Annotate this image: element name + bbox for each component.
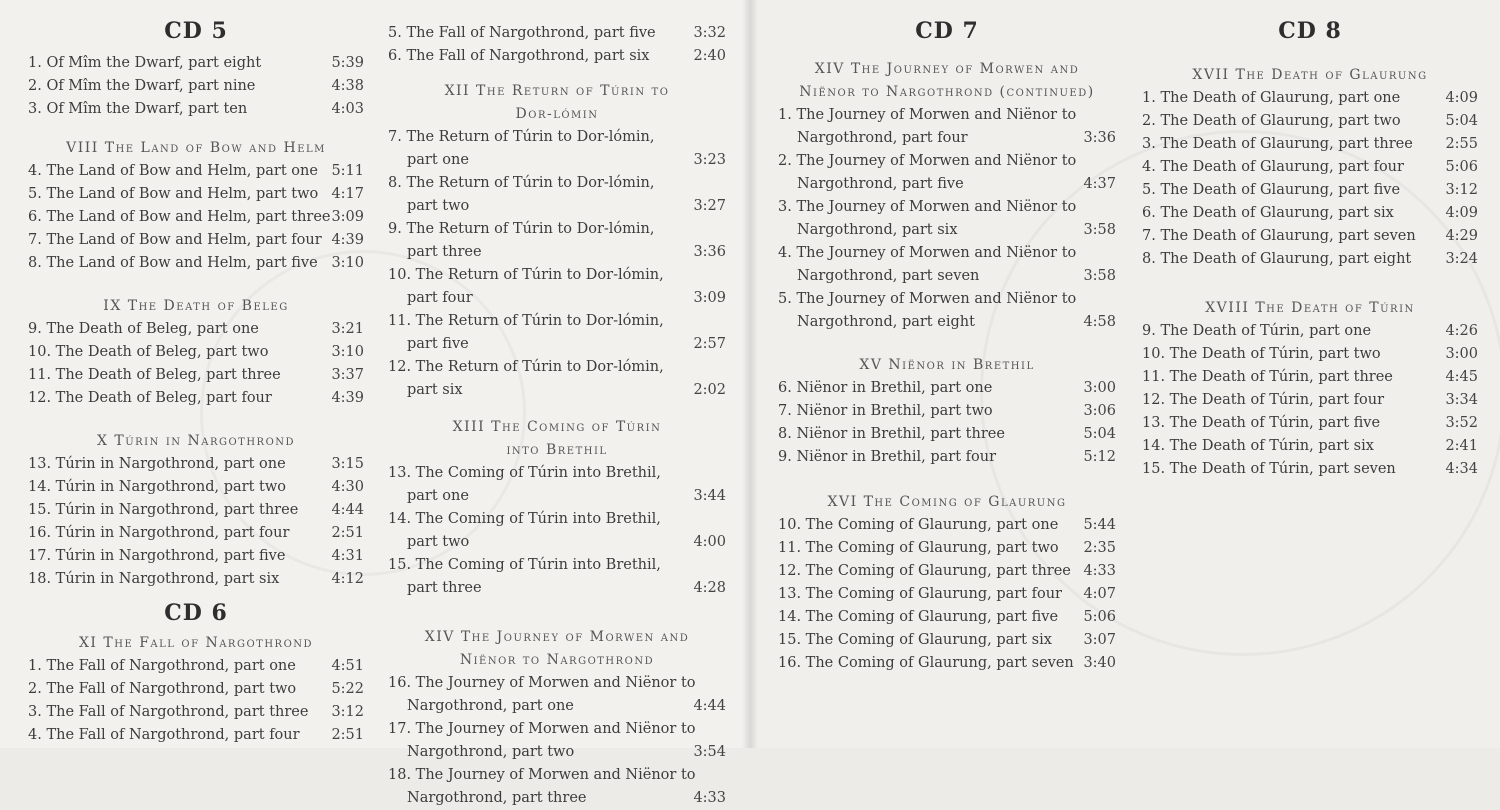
track-row xyxy=(28,453,364,476)
track-duration: 3:24 xyxy=(1445,251,1478,267)
track-title: 7. The Return of Túrin to Dor-lómin, xyxy=(388,129,655,145)
track-duration: 4:31 xyxy=(331,548,364,564)
track-duration: 5:04 xyxy=(1083,426,1116,442)
track-title: 1. Of Mîm the Dwarf, part eight xyxy=(28,55,262,71)
track-title: 18. Túrin in Nargothrond, part six xyxy=(28,571,280,587)
track-title: 10. The Return of Túrin to Dor-lómin, xyxy=(388,267,664,283)
cd5-column xyxy=(28,16,364,591)
track-title: 6. Niënor in Brethil, part one xyxy=(778,380,993,396)
track-title: 3. The Death of Glaurung, part three xyxy=(1142,136,1413,152)
cd6-column-b xyxy=(388,22,726,810)
track-duration: 2:57 xyxy=(693,336,726,352)
track-row xyxy=(1142,320,1478,343)
cd5-title: CD 5 xyxy=(164,18,228,44)
track-title: 10. The Death of Túrin, part two xyxy=(1142,346,1381,362)
track-duration: 4:37 xyxy=(1083,176,1116,192)
track-duration: 4:33 xyxy=(1083,563,1116,579)
track-duration: 3:12 xyxy=(1445,182,1478,198)
track-title-cont: Nargothrond, part five xyxy=(797,176,964,192)
track-title: 7. Niënor in Brethil, part two xyxy=(778,403,993,419)
track-row xyxy=(778,560,1116,583)
track-duration: 4:09 xyxy=(1445,205,1478,221)
track-title: 15. The Coming of Túrin into Brethil, xyxy=(388,557,661,573)
track-row xyxy=(778,446,1116,469)
track-row xyxy=(778,514,1116,537)
track-duration: 3:00 xyxy=(1083,380,1116,396)
track-row xyxy=(388,672,726,718)
track-title: 14. The Coming of Glaurung, part five xyxy=(778,609,1059,625)
track-row xyxy=(1142,458,1478,481)
track-duration: 3:09 xyxy=(331,209,364,225)
track-duration: 4:09 xyxy=(1445,90,1478,106)
track-title: 6. The Fall of Nargothrond, part six xyxy=(388,48,650,64)
track-duration: 5:06 xyxy=(1445,159,1478,175)
track-title: 7. The Death of Glaurung, part seven xyxy=(1142,228,1416,244)
track-title: 9. The Return of Túrin to Dor-lómin, xyxy=(388,221,655,237)
track-duration: 3:40 xyxy=(1083,655,1116,671)
track-row xyxy=(28,75,364,98)
track-title: 4. The Fall of Nargothrond, part four xyxy=(28,727,300,743)
track-duration: 3:00 xyxy=(1445,346,1478,362)
track-title-cont: part one xyxy=(407,152,469,168)
track-row xyxy=(388,356,726,402)
track-title: 3. The Journey of Morwen and Niënor to xyxy=(778,199,1077,215)
track-title: 4. The Journey of Morwen and Niënor to xyxy=(778,245,1077,261)
track-title-cont: Nargothrond, part one xyxy=(407,698,574,714)
track-title: 2. The Fall of Nargothrond, part two xyxy=(28,681,297,697)
track-duration: 2:55 xyxy=(1445,136,1478,152)
track-duration: 3:21 xyxy=(331,321,364,337)
track-row xyxy=(778,629,1116,652)
track-duration: 4:33 xyxy=(693,790,726,806)
cd8-title: CD 8 xyxy=(1278,18,1342,44)
section-heading: X Túrin in Nargothrond xyxy=(96,433,296,449)
track-duration: 5:04 xyxy=(1445,113,1478,129)
track-row xyxy=(28,522,364,545)
track-title: 13. The Coming of Túrin into Brethil, xyxy=(388,465,661,481)
track-title: 11. The Return of Túrin to Dor-lómin, xyxy=(388,313,664,329)
track-title: 5. The Death of Glaurung, part five xyxy=(1142,182,1401,198)
track-title: 12. The Coming of Glaurung, part three xyxy=(778,563,1071,579)
track-title: 15. Túrin in Nargothrond, part three xyxy=(28,502,299,518)
track-duration: 4:30 xyxy=(331,479,364,495)
track-row xyxy=(388,45,726,68)
track-row xyxy=(778,377,1116,400)
track-title-cont: Nargothrond, part two xyxy=(407,744,575,760)
section-heading: XV Niënor in Brethil xyxy=(859,357,1035,373)
track-title: 1. The Death of Glaurung, part one xyxy=(1142,90,1401,106)
track-duration: 4:44 xyxy=(693,698,726,714)
section-heading: IX The Death of Beleg xyxy=(103,298,289,314)
track-row xyxy=(778,400,1116,423)
track-duration: 3:32 xyxy=(693,25,726,41)
track-title: 13. The Coming of Glaurung, part four xyxy=(778,586,1062,602)
track-duration: 5:11 xyxy=(331,163,364,179)
track-title: 2. The Journey of Morwen and Niënor to xyxy=(778,153,1077,169)
track-row xyxy=(28,724,364,747)
section-heading: Niënor to Nargothrond xyxy=(459,652,655,668)
track-duration: 4:38 xyxy=(331,78,364,94)
track-row xyxy=(388,508,726,554)
track-row xyxy=(1142,366,1478,389)
track-duration: 4:39 xyxy=(331,390,364,406)
track-title: 10. The Coming of Glaurung, part one xyxy=(778,517,1059,533)
track-title: 6. The Death of Glaurung, part six xyxy=(1142,205,1394,221)
section-heading: Niënor to Nargothrond (continued) xyxy=(799,84,1095,100)
track-title: 15. The Coming of Glaurung, part six xyxy=(778,632,1052,648)
track-duration: 4:28 xyxy=(693,580,726,596)
track-row xyxy=(28,568,364,591)
track-row xyxy=(1142,343,1478,366)
track-row xyxy=(1142,133,1478,156)
cd7-column xyxy=(778,16,1116,675)
track-title: 2. Of Mîm the Dwarf, part nine xyxy=(28,78,256,94)
track-row xyxy=(28,318,364,341)
track-title: 12. The Return of Túrin to Dor-lómin, xyxy=(388,359,664,375)
track-row xyxy=(1142,248,1478,271)
track-duration: 2:51 xyxy=(331,525,364,541)
track-row xyxy=(388,22,726,45)
track-duration: 2:51 xyxy=(331,727,364,743)
track-title-cont: Nargothrond, part three xyxy=(407,790,587,806)
track-duration: 2:41 xyxy=(1445,438,1478,454)
track-title: 7. The Land of Bow and Helm, part four xyxy=(28,232,322,248)
track-row xyxy=(388,126,726,172)
track-title: 8. The Death of Glaurung, part eight xyxy=(1142,251,1412,267)
track-title-cont: part two xyxy=(407,534,470,550)
track-duration: 4:51 xyxy=(331,658,364,674)
track-row xyxy=(778,537,1116,560)
track-row xyxy=(778,288,1116,334)
track-duration: 3:58 xyxy=(1083,222,1116,238)
track-row xyxy=(1142,435,1478,458)
track-duration: 3:36 xyxy=(693,244,726,260)
track-title: 9. The Death of Beleg, part one xyxy=(28,321,259,337)
track-row xyxy=(1142,389,1478,412)
section-heading: XVII The Death of Glaurung xyxy=(1192,67,1428,83)
track-duration: 3:15 xyxy=(331,456,364,472)
track-duration: 3:58 xyxy=(1083,268,1116,284)
track-duration: 3:37 xyxy=(331,367,364,383)
cd6-column-a xyxy=(28,598,364,747)
track-row xyxy=(1142,87,1478,110)
track-row xyxy=(28,52,364,75)
track-title: 1. The Journey of Morwen and Niënor to xyxy=(778,107,1077,123)
track-title: 9. The Death of Túrin, part one xyxy=(1142,323,1372,339)
track-title: 5. The Fall of Nargothrond, part five xyxy=(388,25,656,41)
track-title-cont: part five xyxy=(407,336,469,352)
track-row xyxy=(28,476,364,499)
track-duration: 3:09 xyxy=(693,290,726,306)
section-heading: XVIII The Death of Túrin xyxy=(1205,300,1415,316)
track-duration: 4:26 xyxy=(1445,323,1478,339)
track-duration: 2:35 xyxy=(1083,540,1116,556)
track-duration: 2:40 xyxy=(693,48,726,64)
cd8-column xyxy=(1142,16,1478,481)
track-duration: 3:52 xyxy=(1445,415,1478,431)
track-row xyxy=(28,229,364,252)
track-duration: 3:23 xyxy=(693,152,726,168)
section-heading: XI The Fall of Nargothrond xyxy=(78,635,314,651)
track-row xyxy=(388,554,726,600)
track-title: 6. The Land of Bow and Helm, part three xyxy=(28,209,331,225)
track-title-cont: part two xyxy=(407,198,470,214)
track-title: 5. The Journey of Morwen and Niënor to xyxy=(778,291,1077,307)
section-heading: Dor-lómin xyxy=(515,106,599,122)
track-duration: 4:44 xyxy=(331,502,364,518)
track-row xyxy=(28,206,364,229)
track-row xyxy=(28,387,364,410)
track-row xyxy=(778,104,1116,150)
track-title: 3. Of Mîm the Dwarf, part ten xyxy=(28,101,248,117)
section-heading: XIII The Coming of Túrin xyxy=(452,419,662,435)
track-title-cont: part four xyxy=(407,290,473,306)
section-heading: XIV The Journey of Morwen and xyxy=(424,629,690,645)
track-title: 10. The Death of Beleg, part two xyxy=(28,344,269,360)
track-title: 4. The Land of Bow and Helm, part one xyxy=(28,163,318,179)
track-title: 16. Túrin in Nargothrond, part four xyxy=(28,525,290,541)
track-title: 11. The Death of Túrin, part three xyxy=(1142,369,1393,385)
track-duration: 4:34 xyxy=(1445,461,1478,477)
book-gutter xyxy=(742,0,758,748)
track-row xyxy=(28,701,364,724)
track-title: 5. The Land of Bow and Helm, part two xyxy=(28,186,319,202)
track-duration: 3:07 xyxy=(1083,632,1116,648)
track-row xyxy=(28,341,364,364)
section-heading: XVI The Coming of Glaurung xyxy=(827,494,1067,510)
track-row xyxy=(778,606,1116,629)
track-title: 3. The Fall of Nargothrond, part three xyxy=(28,704,309,720)
track-row xyxy=(1142,202,1478,225)
track-title: 11. The Coming of Glaurung, part two xyxy=(778,540,1059,556)
track-duration: 4:07 xyxy=(1083,586,1116,602)
track-title: 17. The Journey of Morwen and Niënor to xyxy=(388,721,696,737)
track-title: 15. The Death of Túrin, part seven xyxy=(1142,461,1396,477)
track-row xyxy=(1142,412,1478,435)
cd5-tracks-intro xyxy=(28,52,364,121)
track-row xyxy=(28,545,364,568)
track-duration: 5:44 xyxy=(1083,517,1116,533)
track-row xyxy=(1142,179,1478,202)
track-title: 4. The Death of Glaurung, part four xyxy=(1142,159,1404,175)
track-duration: 5:06 xyxy=(1083,609,1116,625)
track-duration: 4:45 xyxy=(1445,369,1478,385)
track-row xyxy=(388,764,726,810)
track-duration: 4:17 xyxy=(331,186,364,202)
track-row xyxy=(28,678,364,701)
track-title: 12. The Death of Túrin, part four xyxy=(1142,392,1384,408)
track-duration: 5:22 xyxy=(331,681,364,697)
track-title: 9. Niënor in Brethil, part four xyxy=(778,449,997,465)
track-title-cont: Nargothrond, part seven xyxy=(797,268,980,284)
track-duration: 2:02 xyxy=(693,382,726,398)
track-duration: 4:00 xyxy=(693,534,726,550)
track-title-cont: part six xyxy=(407,382,463,398)
track-duration: 4:58 xyxy=(1083,314,1116,330)
track-duration: 4:03 xyxy=(331,101,364,117)
track-title: 1. The Fall of Nargothrond, part one xyxy=(28,658,296,674)
track-title-cont: Nargothrond, part four xyxy=(797,130,968,146)
track-row xyxy=(778,652,1116,675)
track-duration: 3:44 xyxy=(693,488,726,504)
track-row xyxy=(28,98,364,121)
track-row xyxy=(778,583,1116,606)
track-title: 8. The Return of Túrin to Dor-lómin, xyxy=(388,175,655,191)
track-duration: 3:06 xyxy=(1083,403,1116,419)
cd6-title: CD 6 xyxy=(164,600,228,626)
track-title-cont: part three xyxy=(407,244,482,260)
track-duration: 4:29 xyxy=(1445,228,1478,244)
track-row xyxy=(28,183,364,206)
track-row xyxy=(388,310,726,356)
track-row xyxy=(28,655,364,678)
track-title: 13. Túrin in Nargothrond, part one xyxy=(28,456,286,472)
section-heading: XII The Return of Túrin to xyxy=(444,83,670,99)
track-title: 14. The Coming of Túrin into Brethil, xyxy=(388,511,661,527)
track-row xyxy=(388,172,726,218)
track-title: 14. The Death of Túrin, part six xyxy=(1142,438,1374,454)
track-duration: 3:27 xyxy=(693,198,726,214)
track-row xyxy=(1142,225,1478,248)
section-heading: into Brethil xyxy=(506,442,608,458)
track-title: 14. Túrin in Nargothrond, part two xyxy=(28,479,286,495)
track-duration: 3:10 xyxy=(331,255,364,271)
track-row xyxy=(28,499,364,522)
track-title: 12. The Death of Beleg, part four xyxy=(28,390,272,406)
track-title: 18. The Journey of Morwen and Niënor to xyxy=(388,767,696,783)
section-heading: XIV The Journey of Morwen and xyxy=(814,61,1080,77)
track-duration: 5:39 xyxy=(331,55,364,71)
track-row xyxy=(388,718,726,764)
track-title: 8. Niënor in Brethil, part three xyxy=(778,426,1005,442)
track-title-cont: Nargothrond, part six xyxy=(797,222,958,238)
track-title: 11. The Death of Beleg, part three xyxy=(28,367,281,383)
track-row xyxy=(778,242,1116,288)
track-duration: 3:36 xyxy=(1083,130,1116,146)
cd7-title: CD 7 xyxy=(915,18,979,44)
track-title: 13. The Death of Túrin, part five xyxy=(1142,415,1381,431)
track-duration: 4:39 xyxy=(331,232,364,248)
track-duration: 3:10 xyxy=(331,344,364,360)
track-title-cont: part one xyxy=(407,488,469,504)
track-row xyxy=(28,364,364,387)
track-duration: 4:12 xyxy=(331,571,364,587)
track-row xyxy=(1142,156,1478,179)
track-duration: 5:12 xyxy=(1083,449,1116,465)
track-row xyxy=(778,196,1116,242)
track-title-cont: part three xyxy=(407,580,482,596)
track-row xyxy=(778,150,1116,196)
section-heading: VIII The Land of Bow and Helm xyxy=(66,140,326,156)
track-title: 17. Túrin in Nargothrond, part five xyxy=(28,548,286,564)
track-title: 16. The Coming of Glaurung, part seven xyxy=(778,655,1074,671)
track-duration: 3:34 xyxy=(1445,392,1478,408)
track-duration: 3:54 xyxy=(693,744,726,760)
track-row xyxy=(1142,110,1478,133)
track-title: 8. The Land of Bow and Helm, part five xyxy=(28,255,318,271)
track-title-cont: Nargothrond, part eight xyxy=(797,314,975,330)
track-row xyxy=(778,423,1116,446)
track-row xyxy=(388,462,726,508)
track-row xyxy=(28,160,364,183)
track-title: 16. The Journey of Morwen and Niënor to xyxy=(388,675,696,691)
track-duration: 3:12 xyxy=(331,704,364,720)
track-row xyxy=(28,252,364,275)
track-title: 2. The Death of Glaurung, part two xyxy=(1142,113,1401,129)
track-row xyxy=(388,264,726,310)
track-row xyxy=(388,218,726,264)
